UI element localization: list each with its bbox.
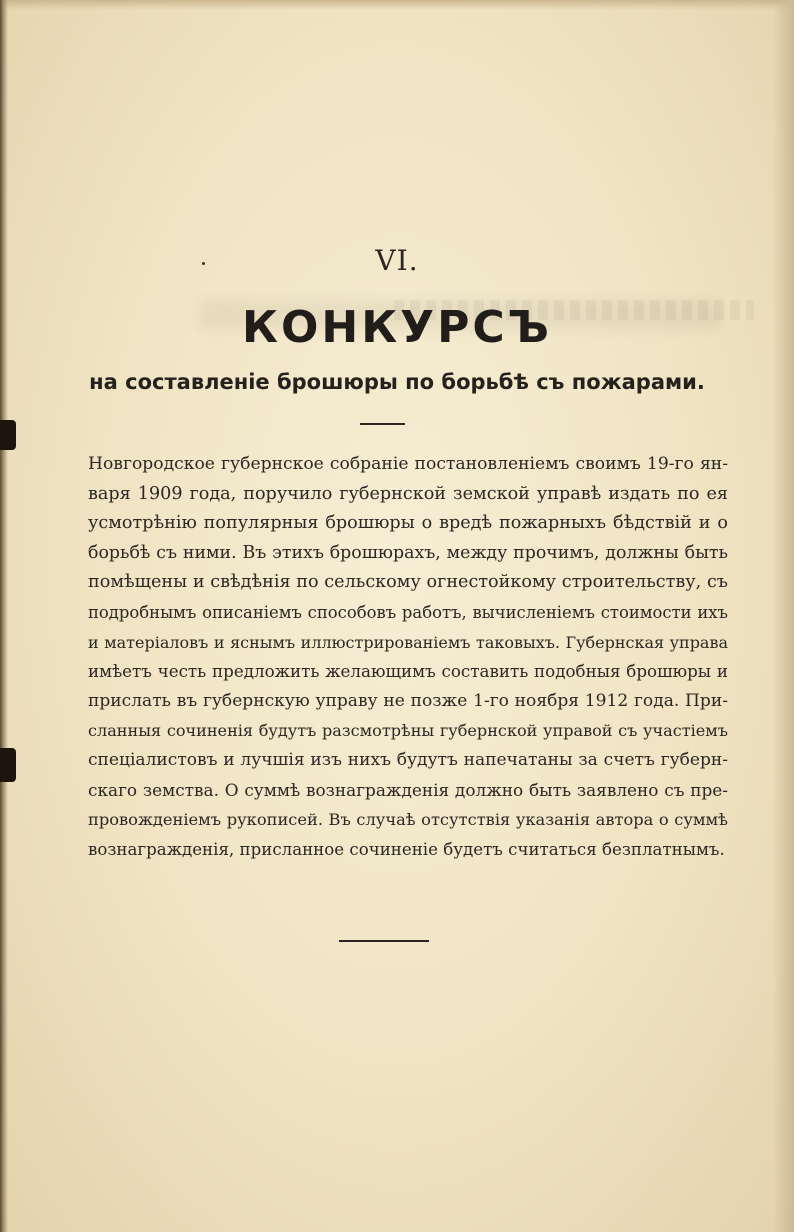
binding-mark-top: [0, 420, 16, 450]
page-edge-top: [0, 0, 794, 10]
body-line: спеціалистовъ и лучшія изъ нихъ будутъ напечатаны за счетъ губерн-: [88, 749, 728, 770]
closing-divider: [339, 940, 429, 942]
title-divider: [360, 423, 405, 425]
body-line: помѣщены и свѣдѣнія по сельскому огнестойкому строительству, съ: [88, 572, 728, 593]
body-line: сланныя сочиненія будутъ разсмотрѣны губернской управой съ участіемъ: [88, 721, 728, 741]
page-subtitle: на составленіе брошюры по борьбѣ съ пожарами.: [89, 370, 705, 394]
chapter-numeral: VI.: [375, 244, 419, 277]
body-line: провожденіемъ рукописей. Въ случаѣ отсутствія указанія автора о суммѣ: [88, 810, 728, 830]
body-line: имѣетъ честь предложить желающимъ составить подобныя брошюры и: [88, 662, 728, 682]
body-line: усмотрѣнію популярныя брошюры о вредѣ пожарныхъ бѣдствій и о: [88, 513, 728, 534]
body-line: борьбѣ съ ними. Въ этихъ брошюрахъ, между прочимъ, должны быть: [88, 542, 728, 563]
body-line: прислать въ губернскую управу не позже 1-го ноября 1912 года. При-: [88, 690, 728, 711]
page-edge-right: [772, 0, 794, 1232]
page-title: КОНКУРСЪ: [242, 302, 552, 353]
binding-mark-bottom: [0, 748, 16, 782]
body-line: скаго земства. О суммѣ вознагражденія должно быть заявлено съ пре-: [88, 779, 728, 800]
body-line: варя 1909 года, поручило губернской земской управѣ издать по ея: [88, 483, 728, 504]
page-edge-left: [0, 0, 8, 1232]
body-line: Новгородское губернское собраніе постановленіемъ своимъ 19-го ян-: [88, 454, 728, 474]
body-paragraph: [88, 450, 728, 864]
body-line: вознагражденія, присланное сочиненіе будетъ считаться безплатнымъ.: [88, 839, 725, 859]
body-line: и матеріаловъ и яснымъ иллюстрированіемъ таковыхъ. Губернская управа: [88, 632, 728, 652]
body-line: подробнымъ описаніемъ способовъ работъ, вычисленіемъ стоимости ихъ: [88, 602, 728, 622]
